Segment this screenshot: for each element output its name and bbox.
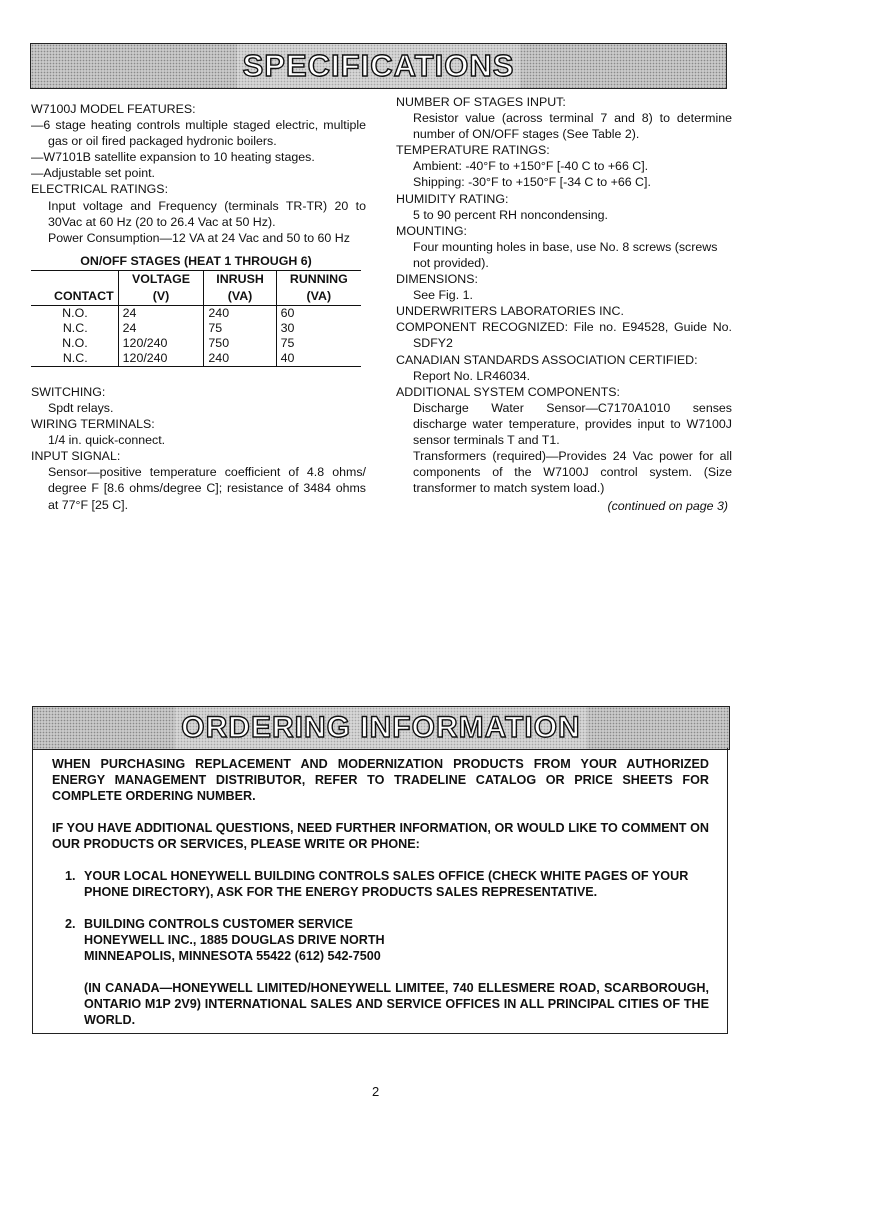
table-cell: 240: [204, 351, 276, 367]
table-cell: 24: [118, 305, 204, 321]
electrical-power: Power Consumption—12 VA at 24 Vac and 50 to 60 Hz: [48, 230, 350, 245]
table-cell: N.C.: [31, 351, 118, 367]
electrical-input: Input voltage and Frequency (terminals TR-TR) 20 to 30Vac at 60 Hz (20 to 26.4 Vac at 50 Hz).: [48, 198, 366, 229]
table-header: VOLTAGE: [118, 271, 204, 288]
table-caption: ON/OFF STAGES (HEAT 1 THROUGH 6): [31, 254, 361, 271]
table-header: (VA): [276, 288, 361, 306]
ordering-paragraph-2: IF YOU HAVE ADDITIONAL QUESTIONS, NEED FURTHER INFORMATION, OR WOULD LIKE TO COMMENT ON OUR PRODUCTS OR SERVICES, PLEASE WRITE OR PHONE:: [52, 821, 709, 851]
ordering-box: [32, 748, 728, 1034]
table-header: RUNNING: [289, 271, 348, 286]
csa-heading: CANADIAN STANDARDS ASSOCIATION CERTIFIED:: [396, 352, 698, 367]
table-cell: N.O.: [31, 336, 118, 351]
table-cell: N.C.: [31, 321, 118, 336]
table-cell: 120/240: [118, 336, 204, 351]
on-off-stages-table: [31, 254, 361, 367]
input-signal-heading: INPUT SIGNAL:: [31, 449, 121, 464]
ordering-canada-note: (IN CANADA—HONEYWELL LIMITED/HONEYWELL LIMITEE, 740 ELLESMERE ROAD, SCARBOROUGH, ONTARIO M1P 2V9) INTERNATIONAL SALES AND SERVICE OFFICES IN ALL PRINCIPAL CITIES OF THE WORLD.: [84, 981, 709, 1027]
continued-note: (continued on page 3): [607, 499, 728, 514]
ordering-item-2-line-3: MINNEAPOLIS, MINNESOTA 55422 (612) 542-7500: [84, 949, 381, 963]
ordering-item-1: YOUR LOCAL HONEYWELL BUILDING CONTROLS SALES OFFICE (CHECK WHITE PAGES OF YOUR PHONE DIRECTORY), ASK FOR THE ENERGY PRODUCTS SALES REPRESENTATIVE.: [84, 869, 689, 899]
temperature-shipping: Shipping: -30°F to +150°F [-34 C to +66 C].: [413, 175, 651, 190]
features-heading: W7100J MODEL FEATURES:: [31, 102, 196, 116]
input-signal-value: Sensor—positive temperature coefficient of 4.8 ohms/ degree F [8.6 ohms/degree C]; resistance of 3484 ohms at 77°F [25 C].: [48, 465, 366, 512]
dimensions-heading: DIMENSIONS:: [396, 272, 478, 287]
wiring-terminals-value: 1/4 in. quick-connect.: [48, 433, 166, 448]
ordering-list-item: [52, 868, 709, 900]
table-cell: 40: [276, 351, 361, 367]
mounting-heading: MOUNTING:: [396, 223, 467, 238]
table-cell: 75: [204, 321, 276, 336]
wiring-terminals-heading: WIRING TERMINALS:: [31, 417, 155, 432]
transformers-text: Transformers (required)—Provides 24 Vac power for all components of the W7100J control system. (Size transformer to match system load.): [413, 449, 732, 496]
temperature-ambient: Ambient: -40°F to +150°F [-40 C to +66 C].: [413, 159, 649, 174]
table-cell: N.O.: [31, 305, 118, 321]
table-cell: 30: [280, 320, 295, 335]
electrical-heading: ELECTRICAL RATINGS:: [31, 182, 169, 197]
feature-item: —W7101B satellite expansion to 10 heating stages.: [31, 150, 315, 165]
table-cell: 75: [280, 335, 295, 350]
component-recognized: COMPONENT RECOGNIZED: File no. E94528, Guide No. SDFY2: [396, 320, 732, 351]
discharge-sensor-text: Discharge Water Sensor—C7170A1010 senses discharge water temperature, provides input to W7100J sensor terminals T and T1.: [413, 400, 732, 447]
table-header: CONTACT: [31, 288, 118, 306]
table-row: [31, 351, 361, 367]
feature-item: —Adjustable set point.: [31, 166, 155, 181]
stages-input-heading: NUMBER OF STAGES INPUT:: [396, 95, 566, 109]
table-row: [31, 321, 361, 336]
ordering-item-2-line-1: BUILDING CONTROLS CUSTOMER SERVICE: [84, 917, 353, 931]
specifications-left-column: [31, 101, 366, 513]
table-header: (VA): [204, 288, 276, 306]
list-number: 1.: [65, 869, 76, 883]
table-cell: 120/240: [118, 351, 204, 367]
table-row: [31, 336, 361, 351]
table-cell: 750: [204, 336, 276, 351]
specifications-banner: [30, 43, 727, 89]
table-header: INRUSH: [204, 271, 276, 288]
csa-value: Report No. LR46034.: [413, 368, 531, 383]
stages-input-value: Resistor value (across terminal 7 and 8) to determine number of ON/OFF stages (See Table 2).: [413, 111, 732, 142]
table-header: [31, 271, 118, 288]
ordering-paragraph-1: WHEN PURCHASING REPLACEMENT AND MODERNIZATION PRODUCTS FROM YOUR AUTHORIZED ENERGY MANAGEMENT DISTRIBUTOR, REFER TO TRADELINE CATALOG OR PRICE SHEETS FOR COMPLETE ORDERING NUMBER.: [52, 757, 709, 803]
ul-heading: UNDERWRITERS LABORATORIES INC.: [396, 304, 624, 319]
mounting-value: Four mounting holes in base, use No. 8 screws (screws not provided).: [413, 239, 718, 270]
ordering-list-item: [52, 916, 709, 1028]
ordering-item-2-line-2: HONEYWELL INC., 1885 DOUGLAS DRIVE NORTH: [84, 933, 385, 947]
specifications-right-column: [396, 94, 732, 514]
specifications-title: SPECIFICATIONS: [237, 44, 521, 88]
table-cell: 240: [204, 305, 276, 321]
humidity-value: 5 to 90 percent RH noncondensing.: [413, 207, 608, 222]
table-header: (V): [118, 288, 204, 306]
table-row: [31, 305, 361, 321]
table-cell: 24: [118, 321, 204, 336]
page-number: 2: [372, 1084, 380, 1099]
switching-heading: SWITCHING:: [31, 384, 106, 399]
dimensions-value: See Fig. 1.: [413, 288, 473, 303]
list-number: 2.: [65, 917, 76, 931]
temperature-heading: TEMPERATURE RATINGS:: [396, 143, 550, 158]
table-cell: 60: [280, 305, 295, 320]
ordering-banner: [32, 706, 730, 750]
humidity-heading: HUMIDITY RATING:: [396, 191, 509, 206]
switching-value: Spdt relays.: [48, 400, 114, 415]
ordering-title: ORDERING INFORMATION: [175, 707, 586, 749]
feature-item: —6 stage heating controls multiple staged electric, multiple gas or oil fired packaged hydronic boilers.: [31, 118, 366, 149]
additional-components-heading: ADDITIONAL SYSTEM COMPONENTS:: [396, 384, 620, 399]
